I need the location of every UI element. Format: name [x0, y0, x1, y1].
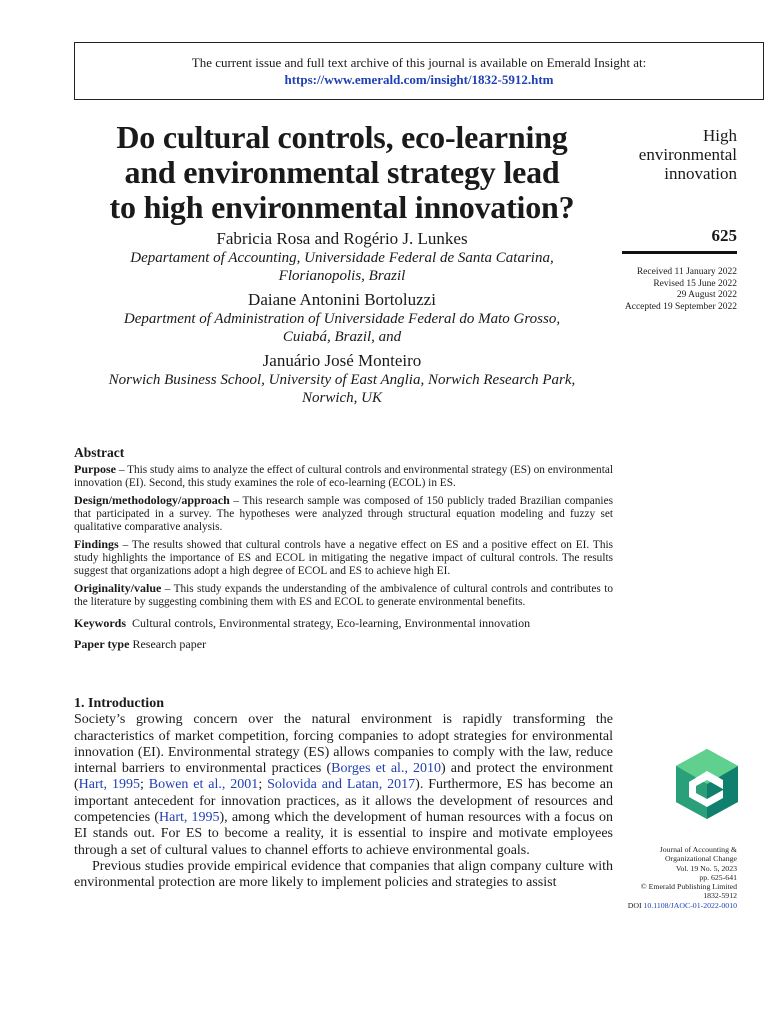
citation-link[interactable]: Solovida and Latan, 2017 — [267, 777, 416, 793]
intro-paragraph-1 — [74, 712, 613, 859]
journal-name: Journal of Accounting & — [659, 845, 737, 854]
purpose-text: – This study aims to analyze the effect of cultural controls and environmental strategy (ES) on environmental innovation (EI). Second, this study examines the role of eco-learning (ECOL) in ES. — [74, 464, 613, 489]
citation-link[interactable]: Borges et al., 2010 — [331, 761, 442, 777]
design-text: – This research sample was composed of 150 publicly traded Brazilian companies that participated in a survey. The hypotheses were analyzed through structural equation modeling and fuzzy set qualitative comparative analysis. — [74, 495, 613, 533]
title-line-1: Do cultural controls, eco-learning — [116, 119, 568, 155]
body-text: ; — [258, 777, 268, 793]
running-title — [597, 126, 737, 183]
page-number: 625 — [711, 226, 737, 245]
body-text: ). Furthermore, ES has become an important antecedent for innovation practices, as it allows the development of resources and competencies ( — [74, 777, 614, 826]
findings-text: – The results showed that cultural controls have a negative effect on ES and a positive effect on EI. This study highlights the importance of ES and ECOL in mitigating the negative impact of cultural controls. The results suggest that organizations adopt a high degree of ECOL and ES to achieve high EI. — [74, 539, 613, 577]
revised-date-2: 29 August 2022 — [676, 290, 737, 300]
affiliation: Cuiabá, Brazil, and — [282, 329, 402, 345]
journal-info — [607, 845, 737, 910]
purpose-label: Purpose — [74, 462, 116, 476]
affiliation: Department of Administration of Universidade Federal do Mato Grosso, — [123, 311, 561, 327]
paper-type-label: Paper type — [74, 637, 130, 651]
citation-link[interactable]: Hart, 1995 — [159, 810, 220, 826]
author-names: Januário José Monteiro — [262, 351, 422, 370]
crossref-logo-icon — [676, 749, 738, 819]
body-text: ), among which the development of human resources with a focus on EI stands out. For ES to become a reality, it is essential to inspire and motivate employees through a set of cultural values to channel efforts to achieve environmental goals. — [74, 810, 613, 858]
divider-rule — [622, 251, 737, 254]
originality-label: Originality/value — [74, 581, 162, 595]
abstract-purpose — [74, 463, 613, 490]
received-date: Received 11 January 2022 — [636, 267, 737, 277]
doi-label: DOI — [627, 900, 644, 910]
abstract-design — [74, 494, 613, 534]
intro-paragraph-2: Previous studies provide empirical evidence that companies that align company culture with environmental protection are more likely to implement policies and strategies to assist — [74, 858, 613, 891]
running-title-line: environmental — [638, 145, 737, 164]
body-text: ; — [139, 777, 149, 793]
author-names: Daiane Antonini Bortoluzzi — [248, 290, 436, 309]
paper-type-text: Research paper — [132, 637, 207, 651]
affiliation: Norwich Business School, University of East Anglia, Norwich Research Park, — [108, 372, 576, 388]
abstract-section — [74, 446, 613, 655]
citation-link[interactable]: Hart, 1995 — [78, 777, 140, 793]
keywords-label: Keywords — [74, 616, 126, 630]
originality-text: – This study expands the understanding of the ambivalence of cultural controls and contributes to the literature by suggesting combining them with ES and ECOL to generate environmental benefits. — [74, 583, 613, 608]
abstract-originality — [74, 582, 613, 609]
paper-title — [74, 120, 610, 225]
affiliation: Florianopolis, Brazil — [278, 268, 406, 284]
keywords-text: Cultural controls, Environmental strategy, Eco-learning, Environmental innovation — [132, 616, 531, 630]
journal-archive-box — [74, 42, 764, 100]
affiliation: Departament of Accounting, Universidade Federal de Santa Catarina, — [130, 250, 554, 266]
citation-link[interactable]: Bowen et al., 2001 — [148, 777, 259, 793]
journal-pages: pp. 625-641 — [699, 872, 737, 882]
running-title-line: High — [703, 126, 737, 145]
journal-doi — [607, 901, 737, 910]
body-text: ) and protect the environment ( — [74, 761, 614, 793]
journal-name-2: Organizational Change — [665, 854, 737, 864]
doi-link[interactable]: 10.1108/JAOC-01-2022-0010 — [643, 900, 737, 910]
running-title-line: innovation — [664, 164, 737, 183]
introduction-section — [74, 696, 613, 892]
keywords — [74, 617, 613, 630]
title-line-3: to high environmental innovation? — [109, 189, 575, 225]
journal-issn: 1832-5912 — [703, 891, 737, 901]
design-label: Design/methodology/approach — [74, 493, 230, 507]
archive-text: The current issue and full text archive of this journal is available on Emerald Insight at: — [191, 55, 647, 70]
archive-link[interactable]: https://www.emerald.com/insight/1832-5912.htm — [284, 72, 554, 87]
body-text: Society’s growing concern over the natural environment is rapidly transforming the characteristics of market competition, forcing companies to adopt strategies for environmental innovation (EI). Environmental strategy (ES) allows companies to comply with the law, reduce internal barriers to environmental practices ( — [74, 712, 613, 777]
author-block — [74, 229, 610, 407]
journal-copyright: © Emerald Publishing Limited — [640, 882, 737, 892]
revised-date: Revised 15 June 2022 — [653, 278, 737, 289]
paper-type — [74, 638, 613, 651]
author-names: Fabricia Rosa and Rogério J. Lunkes — [216, 229, 468, 248]
affiliation: Norwich, UK — [301, 390, 382, 406]
abstract-heading: Abstract — [74, 445, 125, 460]
journal-volume: Vol. 19 No. 5, 2023 — [675, 863, 737, 873]
title-line-2: and environmental strategy lead — [124, 154, 560, 190]
accepted-date: Accepted 19 September 2022 — [624, 301, 737, 312]
introduction-heading: 1. Introduction — [74, 696, 164, 711]
abstract-findings — [74, 538, 613, 578]
findings-label: Findings — [74, 537, 119, 551]
